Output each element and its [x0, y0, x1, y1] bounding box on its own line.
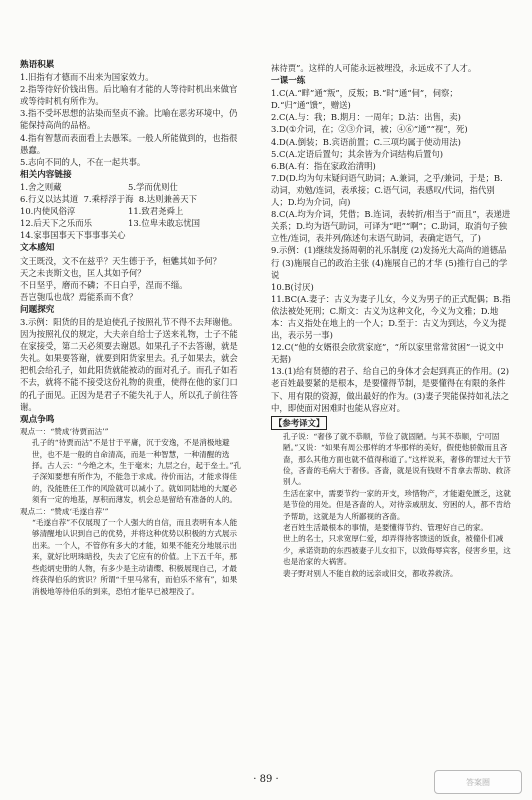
- link-item: 11.致君尧舜上: [128, 206, 184, 217]
- idiom-line-3: 3.指不受坏思想的沾染而坚贞不渝。比喻在恶劣环境中，仍能保持高尚的品格。: [20, 108, 238, 131]
- answer-4: 4.D(A.倒装；B.宾语前置；C.三项均属于使动用法): [271, 136, 461, 147]
- idiom-line-4: 4.指有智慧而表面看上去愚笨。一般人所能做到的，也指很愚蠢。: [20, 132, 238, 155]
- idiom-line-5: 5.志向不同的人，不在一起共事。: [20, 156, 146, 167]
- inquiry-answer-3: 3.示例：阳货的目的是迫使孔子按照礼节不得不去拜谢他。因为按照礼仪的规定，大夫亲自给士子送来礼物，士子不能在家接受，第二天必须要去谢恩。如果孔子不去答谢，就是失礼。如果要答谢，就要到阳货家里去。孔子如果去，就会把机会给孔子，如此阳货就能被动的面对孔子。而孔子如若不去，就将不能不接受这份礼物的贵重，使得在他的家门口的孔子面见。正因为是君子不能失礼于人，所以孔子前往答谢。: [20, 316, 238, 412]
- section-heading-inquiry: 问题探究: [20, 304, 55, 315]
- translation-para-2: 生活在家中，需要节约一家的开支，珍惜物产，才能避免匮乏，这就是节俭的用处。但是吝啬的人，对待亲戚朋友、穷困的人，都不肯给予帮助，这就是为人所鄙视的吝啬。: [283, 488, 511, 521]
- viewpoint-1-body: 孔子的“待贾而沽”不是甘于平庸，沉于安逸，不是消极地避世，也不是一般的自命清高，而是一种智慧，一种清醒的选择。古人云：“今绝之木，生于毫末；九层之台，起于垒土。”孔子深知要想有所作为，不能急于求成。待价而沽，才能求得佳的，没能胜任工作的风险就可以减小了。就如同陆地的大厦必须有一定的地基，厚积而薄发，机会总是留给有准备的人的。: [32, 438, 241, 505]
- link-row-5: [20, 229, 242, 241]
- continued-line: 袜待贾”。这样的人可能永远被埋没，永远成不了人才。: [271, 63, 477, 73]
- answer-13: 13.(1)给有贤德的君子、给自己的身体才会起到真正的作用。(2)老百姓最要紧的是根本，是要懂得节制，是要懂得在有限的条件下、用有限的资源，做出最好的作为。(3)妻子哭能保持如礼法之中，即使面对困难时也能从容应对。: [271, 366, 510, 413]
- answer-2: 2.C(A.与：我；B.期月：一周年；D.沽：出售，卖): [271, 112, 461, 123]
- link-item: 12.后天下之乐而乐: [20, 218, 92, 229]
- answer-11: 11.BC(A.妻子：古义为妻子儿女，今义为男子的正式配偶；B.指依法被处死刑；C.斯文：古义为这种文化，今义为文雅；D.地本：古义指处在地上的一个人；D.至于：古义为到达，今义为提出，表示另一事): [271, 293, 511, 341]
- answer-6: 6.B(A.有：指在家政治清明): [271, 160, 376, 171]
- link-row-1: [20, 181, 242, 193]
- link-row-3: [20, 205, 242, 217]
- left-column: [20, 58, 242, 597]
- link-item: 14.家事国事天下事事事关心: [20, 230, 126, 241]
- section-heading-exercise: 一课一练: [271, 76, 306, 87]
- right-column: [271, 62, 511, 579]
- viewpoint-1-title: 观点一：“赞成‘待贾而沽’”: [20, 426, 109, 436]
- section-heading-links: 相关内容链接: [20, 169, 72, 180]
- text-line-3: 不日坚乎，磨而不磷；不日白乎，涅而不缁。: [20, 279, 188, 290]
- answer-3: 3.D(①介词，在；②③介词，被；④⑥“通”“视”，死): [271, 124, 468, 135]
- answer-7: 7.D(D.均为句末疑问语气助词；A.兼词，之乎/兼词，于是；B.动词，劝勉/连词，表承接；C.语气词，表感叹/代词，指代别人；D.均为介词，向): [271, 172, 503, 208]
- link-item: 8.达则兼善天下: [138, 194, 198, 205]
- translation-para-5: 裴子野对别人不能自救的远亲或旧交，都收养救济。: [283, 568, 458, 578]
- answer-8: 8.C(A.均为介词，凭借；B.连词，表转折/相当于“而且”，表递进关系；D.均为语气助词，可译为“吧”“啊”；C.助词，取消句子独立性/连词，表并列/陈述句末语气助词，表确定语气，了): [271, 209, 511, 244]
- translation-para-4: 世上的名士，只求宽厚仁爱，却弄得待客馈送的饭食，被僮仆们减少，承诺资助的东西被妻子儿女扣下，以致侮辱宾客，侵害乡里，这也是治家的大祸害。: [283, 534, 511, 567]
- translation-para-3: 老百姓生活最根本的事情，是要懂得节约、管理好自己的家。: [283, 523, 489, 533]
- answer-5: 5.C(A.定语后置句；其余皆为介词结构后置句): [271, 148, 444, 159]
- idiom-line-1: 1.旧指有才德而不出来为国家效力。: [20, 72, 154, 83]
- link-item: 6.行义以达其道: [20, 194, 79, 205]
- answer-12: 12.C(“他的女婿很会欣赏家庭”，“所以家里常常贫困”一说文中无据): [271, 342, 504, 365]
- answer-10: 10.B(讨厌): [271, 281, 314, 292]
- answer-9: 9.示例：(1)继续发扬周朝的礼乐制度 (2)发扬光大高尚的道德品行 (3)施展自己的政治主张 (4)施展自己的才华 (5)推行自己的学说: [271, 245, 508, 280]
- text-line-2: 天之未丧斯文也，匡人其如予何？: [20, 267, 146, 278]
- link-item: 13.位卑未敢忘忧国: [128, 218, 200, 229]
- link-item: 10.内使风俗淳: [20, 206, 76, 217]
- section-heading-idioms: 熟语积累: [20, 60, 55, 70]
- text-line-4: 吾岂匏瓜也哉？焉能系而不食？: [20, 291, 138, 302]
- section-heading-text: 文本感知: [20, 243, 55, 254]
- watermark-logo: [434, 770, 522, 794]
- watermark-text: 答案圈: [466, 777, 490, 787]
- reference-translation-heading: 【参考译文】: [271, 416, 327, 430]
- link-item: 5.学而优则仕: [128, 181, 178, 192]
- link-row-4: [20, 217, 242, 229]
- viewpoint-2-title: 观点二：“赞成‘毛遂自荐’”: [20, 506, 109, 516]
- link-item: 1.舍之则藏: [20, 181, 62, 192]
- page-number: · 89 ·: [253, 774, 279, 785]
- text-line-1: 文王既没，文不在兹乎？天生德于予，桓魋其如予何？: [20, 255, 221, 266]
- answer-1: 1.C(A.“畔”通“叛”，反叛；B.“时”通“伺”，伺察；D.“归”通“馈”，赠送): [271, 88, 458, 111]
- link-item: 7.乘桴浮于海: [83, 194, 134, 205]
- link-row-2: [20, 193, 242, 205]
- translation-para-1: 孔子说：“奢侈了就不恭顺，节俭了就固陋。与其不恭顺，宁可固陋。”又说：“如果有周公那样的才华那样的美好，假使他骄傲而且吝啬，那么其他方面也就不值得称道了。”这样说来，奢侈的罪过大于节俭，吝啬的毛病大于奢侈。吝啬，就是说有钱财不肯拿去帮助、救济别人。: [283, 431, 511, 487]
- viewpoint-2-body: “毛遂自荐”不仅展现了一个人强大的自信，而且表明有本人能够清醒地认识到自己的优势，并将这种优势以积极的方式展示出来。一个人，不管你有多大的才能，如果不能充分地展示出来，就好比明珠暗投，失去了它应有的价值。上下五千年，那些彪炳史册的人物，有多少是主动请缨、积极展现自己，才最终获得伯乐的赏识？所谓“千里马常有，而伯乐不常有”，如果消极地等待伯乐的到来，恐怕才能早已被埋没了。: [32, 518, 238, 596]
- idiom-line-2: 2.指等待好价钱出售。后比喻有才能的人等待时机出来做官或等待时机有所作为。: [20, 84, 238, 107]
- section-heading-debate: 观点争鸣: [20, 414, 55, 425]
